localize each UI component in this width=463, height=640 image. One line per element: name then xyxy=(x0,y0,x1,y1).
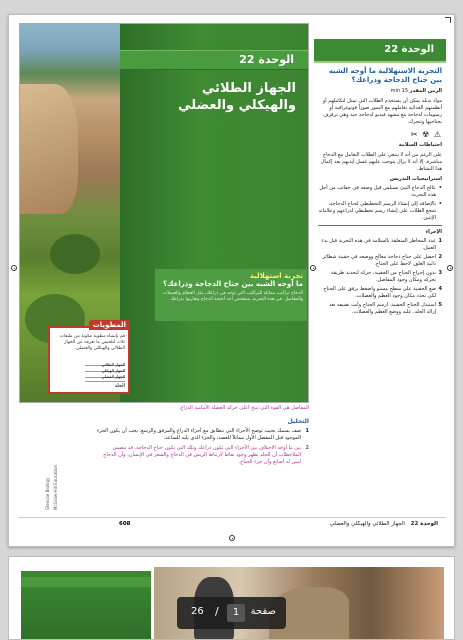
foldables-tag: المطويات xyxy=(89,320,130,330)
total-pages: 26 xyxy=(191,606,204,617)
footer-chapter: الجهاز الطلائي والهيكلي والعضلي xyxy=(329,521,405,527)
safety-heading: احتياطات السلامة xyxy=(398,142,442,148)
side-notes xyxy=(41,410,85,510)
page-separator: / xyxy=(215,605,219,618)
chapter-title-line1: الجهاز الطلائي xyxy=(201,81,296,96)
launch-lab-question: ما أوجه الشبه بين جناح الدجاجة وذراعك؟ xyxy=(162,280,303,288)
analysis-item: 1 صف بسمك بحيث توضح الأجزاء التي تتطابق مع أجزاء الذراع والمرفق والرسغ. يجب أن يكون الجزء الموجود قبل المفصل الأول مماثلاً للعضد، والجزء الذي يليه للساعد. xyxy=(96,428,309,441)
page-number: 608 xyxy=(119,521,131,527)
sidebar-title: التجربة الاستهلالية ما أوجه الشبه بين جناح الدجاجة وذراعك؟ xyxy=(328,67,442,84)
chapter-opener-panel xyxy=(19,23,309,403)
foldables-card xyxy=(48,321,130,394)
foldable-row: الجهاز الهيكلي xyxy=(85,368,125,372)
procedure-step: 1 عدد المخاطر المتعلقة بالسلامة في هذه التجربة قبل بدء العمل. xyxy=(321,238,442,251)
chapter-title-line2: والهيكلي والعضلي xyxy=(178,98,296,113)
time-line xyxy=(318,88,442,95)
divider xyxy=(318,225,442,226)
procedure-step: 5 استبدل الجناح الحقيبة. ارسم الجناح وأنت تضيفه بعد إزالة الجلد. عليه ووضع العظم والعضلات. xyxy=(328,302,442,315)
strategy-heading: استراتيجيات التدريس xyxy=(389,176,442,182)
next-page-unit-bar xyxy=(21,577,151,587)
unit-bar xyxy=(120,50,308,70)
safety-text: على الرغم من أنه لا ينبغي على الطلاب التعامل مع الدجاج مباشرة، إلا أنه لا يزال يتوجب عليهم غسل أيديهم بعد إكمال هذا النشاط. xyxy=(320,152,442,172)
analysis-section xyxy=(95,405,309,466)
registration-mark xyxy=(310,265,316,271)
procedure-step: 3 بدون إخراج الجناح من الحقيبة، حركه لتحديد طريقة تحركه ومكان وجود المفاصل. xyxy=(330,270,442,283)
tree-shape xyxy=(50,234,100,274)
registration-mark xyxy=(229,535,235,541)
strategy-item: • بالإضافة إلى إنشاء الرسم التخطيطي لجناح الدجاجة، شجع الطلاب على إنشاء رسم تخطيطي لذراعهم وعلاماته الإثنين. xyxy=(318,201,442,221)
sidebar-unit-label: الوحدة 22 xyxy=(384,44,434,55)
procedure-heading: الإجراء xyxy=(425,229,442,235)
page-label: صفحة xyxy=(250,606,276,617)
page-navigator xyxy=(177,597,286,629)
time-value: 15 min xyxy=(390,88,409,94)
foldable-row: الجهاز العضلي xyxy=(85,374,125,378)
side-note: McGraw-Hill Education xyxy=(53,464,58,510)
registration-mark xyxy=(447,265,453,271)
foldable-footer: الجلد xyxy=(85,381,125,389)
chapter-title xyxy=(146,80,296,114)
footer-unit: الوحدة 22 xyxy=(410,521,438,527)
sidebar-content xyxy=(318,67,442,316)
procedure-step: 2 احصل على جناح دجاجة معالج ووضعه في حقيبة شطائر ذاتية الغلق. لاحظ على الجناح. xyxy=(322,254,442,267)
registration-mark xyxy=(11,265,17,271)
analysis-lead: المفاصل هي القوة التي تنتج أعلى حركة العضلة الأمامية الذراع. xyxy=(178,405,309,411)
document-page xyxy=(8,14,455,547)
launch-lab-box xyxy=(155,269,307,321)
footer-reference xyxy=(330,521,438,527)
analysis-item: 2 بين ما أوجه الاختلاف بين الأجزاء التي تكون ذراعك وتلك التي تكون جناح الدجاجة. قد تتضمن الملاحظات أن الجلد يظهر وجود نقاط لارتباط الريش في الدجاج والشعر في الإنسان، وأن الدجاج ليس له أصابع وأن جزء الجناح. xyxy=(103,445,309,465)
launch-lab-heading: تجربة استهلالية xyxy=(249,272,303,280)
page-footer xyxy=(19,517,446,531)
foldable-row: الجهاز الطلائي xyxy=(85,362,125,366)
launch-lab-text: الدجاج تراكيب مماثلة للتراكيب التي توجد في ذراعك، مثل العظام والعضلات والمفاصل. في هذه التجربة، ستفحص أحد أجنحة الدجاج وتقارنها بذراعك. xyxy=(163,291,303,302)
safety-icons: ⚠ ☢ ✂ xyxy=(410,130,442,139)
procedure-step: 4 ضع الحقيبة على سطح مستو واضغط برفق على الجناح لكي تحدد مكان وجود العظم والعضلات. xyxy=(323,286,442,299)
foldables-text: قم بإنشاء مطوية مكونة من طبقات ثلاث لتلخيص ما تعرفه عن الجهاز الطلائي والهيكلي والعضلي. xyxy=(59,334,125,351)
teacher-sidebar xyxy=(314,23,446,511)
sidebar-unit-bar xyxy=(314,39,446,63)
side-note: Glencoe Biology xyxy=(45,477,50,510)
cliff-rock xyxy=(20,84,78,214)
strategy-item: • عالج الدجاج النيئ بسيلس قبل وضعه في حقائب من أجل هذه التجربة. xyxy=(319,185,442,198)
alternative-materials: مواد بديلة يمكن أن يستخدم الطلاب التي تمثل لتكاملهم أو أنظمتهم الغذائية تعاملهم مع النمور صوراً فوتوغرافية أو رسومات لدجاجة مع مشهد فيديو لدجاجة حية وهي ترفرف بجناحيها وتتحرك. xyxy=(322,98,442,125)
unit-label: الوحدة 22 xyxy=(239,53,294,66)
current-page-input[interactable]: 1 xyxy=(227,604,245,622)
time-label: الزمن المقدر xyxy=(409,88,442,94)
analysis-heading: التحليل xyxy=(287,418,309,425)
